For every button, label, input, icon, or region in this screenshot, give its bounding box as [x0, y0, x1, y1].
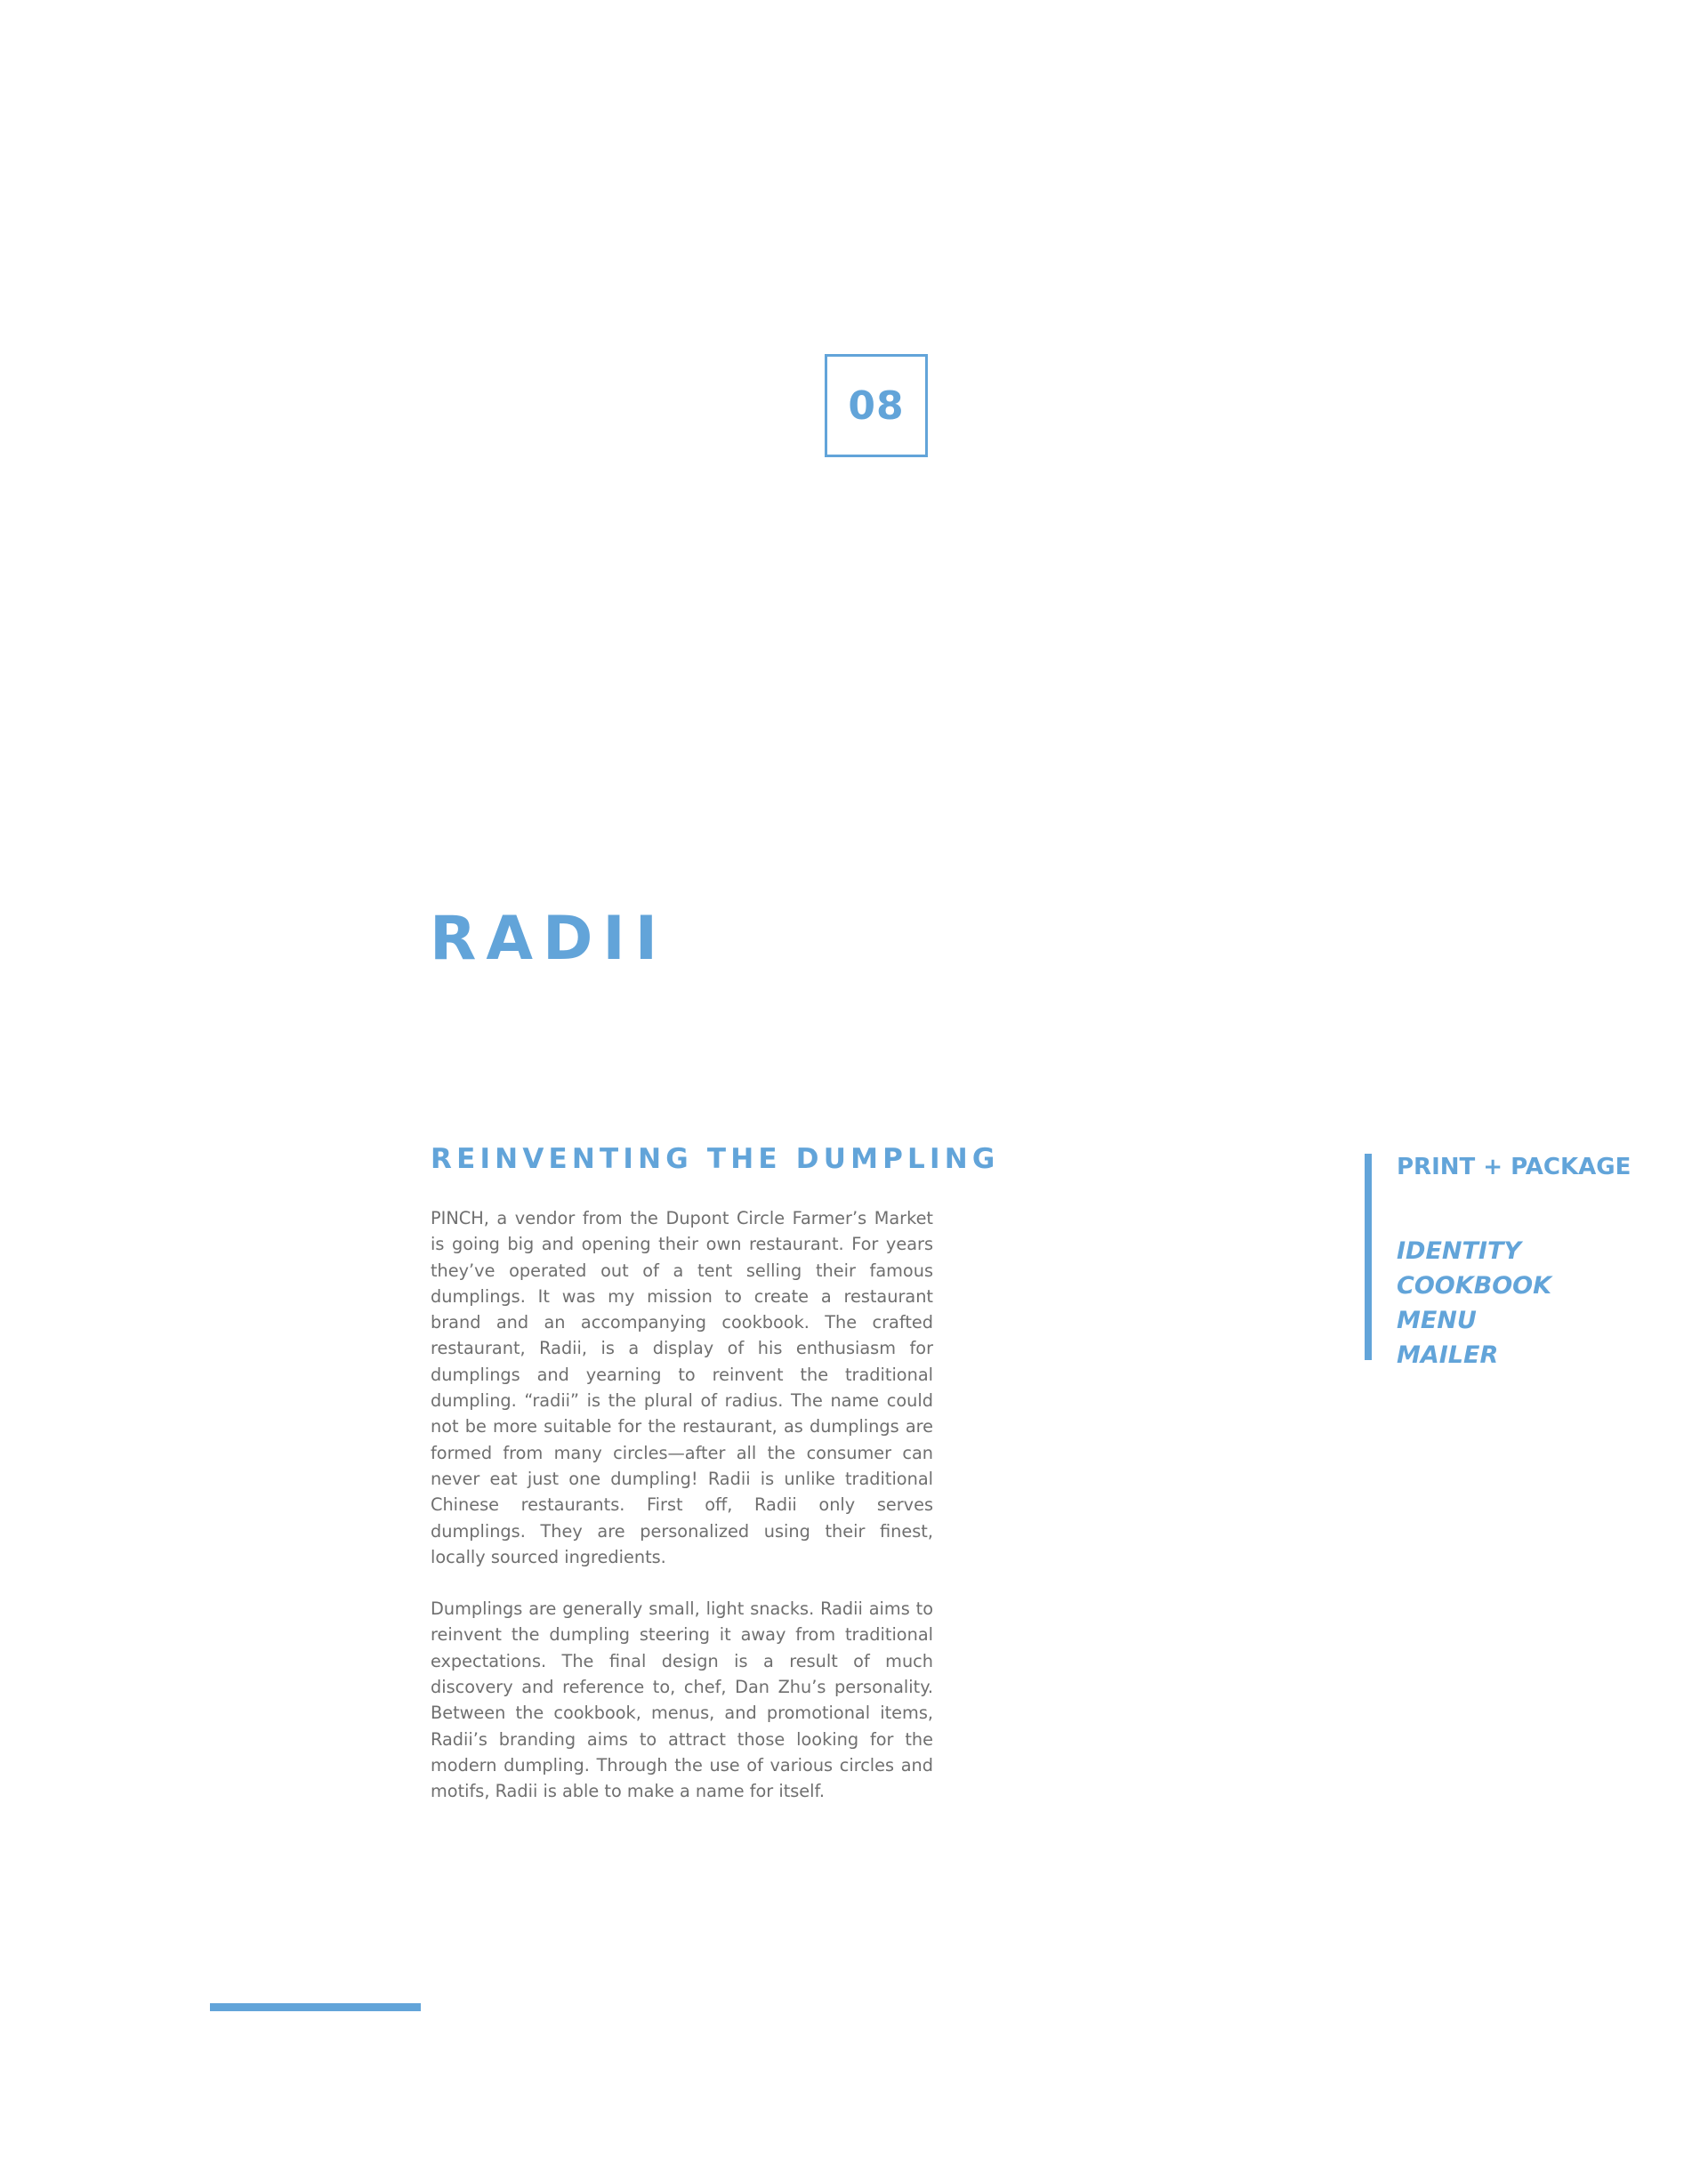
- page-number-box: [825, 354, 928, 457]
- deliverable-item-menu: MENU: [1397, 1307, 1477, 1334]
- deliverable-item-cookbook: COOKBOOK: [1397, 1272, 1552, 1300]
- sidebar-heading: PRINT + PACKAGE: [1397, 1154, 1631, 1180]
- deliverables-list: [1397, 1234, 1551, 1373]
- project-description: [431, 1205, 933, 1831]
- description-paragraph-1: PINCH, a vendor from the Dupont Circle Farmer’s Market is going big and opening their own restaurant. For years they’ve operated out of a tent selling their famous dumplings. It was my mission to create a restaurant brand and an accompanying cookbook. The crafted restaurant, Radii, is a display of his enthusiasm for dumplings and yearning to reinvent the traditional dumpling. “radii” is the plural of radius. The name could not be more suitable for the restaurant, as dumplings are formed from many circles—after all the consumer can never eat just one dumpling! Radii is unlike traditional Chinese restaurants. First off, Radii only serves dumplings. They are personalized using their finest, locally sourced ingredients.: [431, 1208, 933, 1567]
- deliverable-item-mailer: MAILER: [1397, 1341, 1499, 1369]
- footer-accent-rule: [210, 2003, 421, 2011]
- page-number: 08: [848, 382, 905, 429]
- project-title: RADII: [430, 904, 668, 974]
- deliverable-item-identity: IDENTITY: [1397, 1237, 1521, 1265]
- sidebar-accent-rule: [1365, 1154, 1372, 1360]
- description-paragraph-2: Dumplings are generally small, light snacks. Radii aims to reinvent the dumpling steering it away from traditional expectations. The final design is a result of much discovery and reference to, chef, Dan Zhu’s personality. Between the cookbook, menus, and promotional items, Radii’s branding aims to attract those looking for the modern dumpling. Through the use of various circles and motifs, Radii is able to make a name for itself.: [431, 1598, 933, 1802]
- project-subtitle: REINVENTING THE DUMPLING: [431, 1143, 1000, 1175]
- category-sidebar: [1365, 1154, 1631, 1369]
